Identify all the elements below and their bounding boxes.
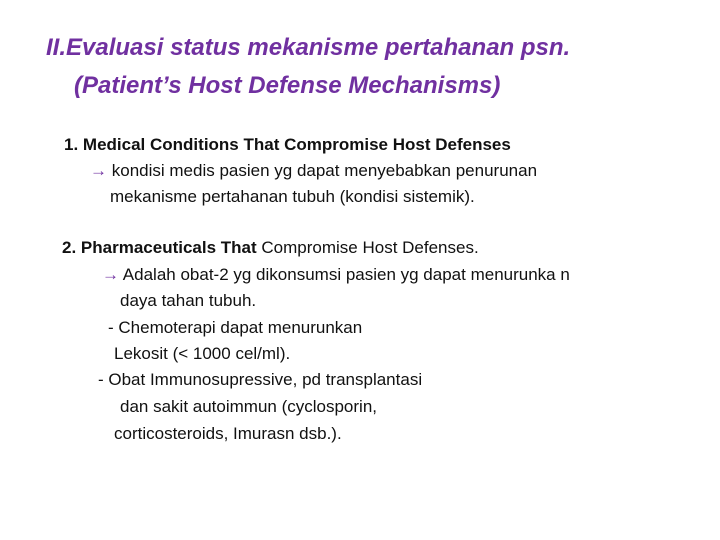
section-2-heading-bold: Pharmaceuticals That: [80, 238, 257, 257]
section-1-desc-text: kondisi medis pasien yg dapat menyebabkan penurunan: [111, 161, 538, 180]
section-2-item-1-line-1: - Chemoterapi dapat menurunkan: [108, 318, 363, 337]
section-2-item-2-line-3: corticosteroids, Imurasn dsb.).: [114, 424, 342, 443]
section-2-item-2-line-2: dan sakit autoimmun (cyclosporin,: [120, 397, 378, 416]
section-2-desc-text: Adalah obat-2 yg dikonsumsi pasien yg dapat menurunka n: [122, 265, 570, 284]
section-1-heading-text: Medical Conditions That Compromise Host Defenses: [82, 135, 511, 154]
section-2-heading: [62, 239, 479, 256]
right-arrow-icon: →: [90, 161, 107, 180]
section-1-heading: [64, 136, 511, 153]
section-1-desc-line-2: mekanisme pertahanan tubuh (kondisi sistemik).: [110, 187, 475, 206]
section-2-desc-line-1: [102, 266, 570, 283]
section-2-item-2-line-1: - Obat Immunosupressive, pd transplantasi: [98, 370, 423, 389]
section-1-number: 1.: [64, 135, 79, 154]
section-2-number: 2.: [62, 238, 77, 257]
section-1-desc-line-1: [90, 162, 537, 179]
section-2-desc-line-2: daya tahan tubuh.: [120, 291, 257, 310]
right-arrow-icon: →: [102, 265, 119, 284]
section-2-item-1-line-2: Lekosit (< 1000 cel/ml).: [114, 344, 291, 363]
section-2-heading-rest: Compromise Host Defenses.: [256, 238, 479, 257]
slide-title-line-1: II.Evaluasi status mekanisme pertahanan psn.: [46, 34, 571, 61]
slide-title-line-2: (Patient’s Host Defense Mechanisms): [74, 72, 501, 99]
